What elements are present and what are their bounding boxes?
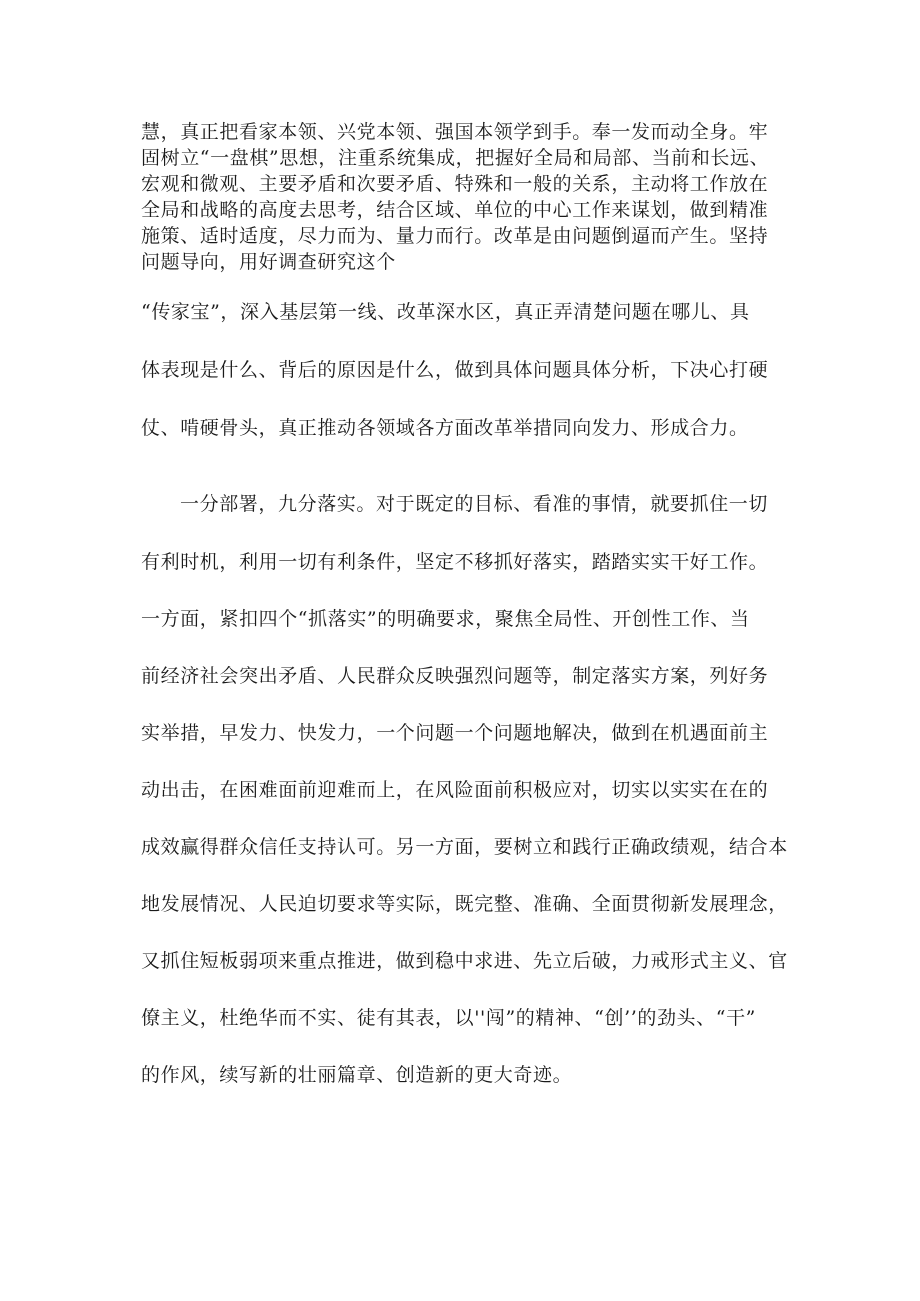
text-line: 问题导向，用好调查研究这个 — [141, 251, 396, 273]
text-line: 又抓住短板弱项来重点推进，做到稳中求进、先立后破，力戒形式主义、官 — [141, 950, 788, 972]
text-line: 一方面，紧扣四个“抓落实”的明确要求，聚焦全局性、开创性工作、当 — [141, 608, 750, 630]
text-line: 慧，真正把看家本领、兴党本领、强国本领学到手。奉一发而动全身。牢 — [141, 121, 769, 143]
text-line: 有利时机，利用一切有利条件，坚定不移抓好落实，踏踏实实干好工作。 — [141, 551, 769, 573]
text-line: 一分部署，九分落实。对于既定的目标、看准的事情，就要抓住一切 — [180, 493, 769, 515]
text-line: 的作风，续写新的壮丽篇章、创造新的更大奇迹。 — [141, 1064, 573, 1086]
text-line: 施策、适时适度，尽力而为、量力而行。改革是由问题倒逼而产生。坚持 — [141, 225, 769, 247]
text-line: 全局和战略的高度去思考，结合区域、单位的中心工作来谋划，做到精准 — [141, 199, 769, 221]
text-line: 动出击，在困难面前迎难而上，在风险面前积极应对，切实以实实在在的 — [141, 779, 769, 801]
text-line: 仗、啃硬骨头，真正推动各领域各方面改革举措同向发力、形成合力。 — [141, 417, 749, 439]
text-line: 实举措，早发力、快发力，一个问题一个问题地解决，做到在机遇面前主 — [141, 722, 769, 744]
text-line: 前经济社会突出矛盾、人民群众反映强烈问题等，制定落实方案，列好务 — [141, 665, 769, 687]
text-line: 固树立“一盘棋”思想，注重系统集成，把握好全局和局部、当前和长远、 — [141, 147, 770, 169]
text-line: 体表现是什么、背后的原因是什么，做到具体问题具体分析，下决心打硬 — [141, 359, 769, 381]
text-line: 僚主义，杜绝华而不实、徒有其表，以''闯”的精神、“创’’的劲头、“干” — [141, 1007, 756, 1029]
text-line: 地发展情况、人民迫切要求等实际，既完整、准确、全面贯彻新发展理念， — [141, 893, 788, 915]
text-line: “传家宝”，深入基层第一线、改革深水区，真正弄清楚问题在哪儿、具 — [141, 301, 750, 323]
text-line: 成效赢得群众信任支持认可。另一方面，要树立和践行正确政绩观，结合本 — [141, 836, 788, 858]
text-line: 宏观和微观、主要矛盾和次要矛盾、特殊和一般的关系，主动将工作放在 — [141, 173, 769, 195]
